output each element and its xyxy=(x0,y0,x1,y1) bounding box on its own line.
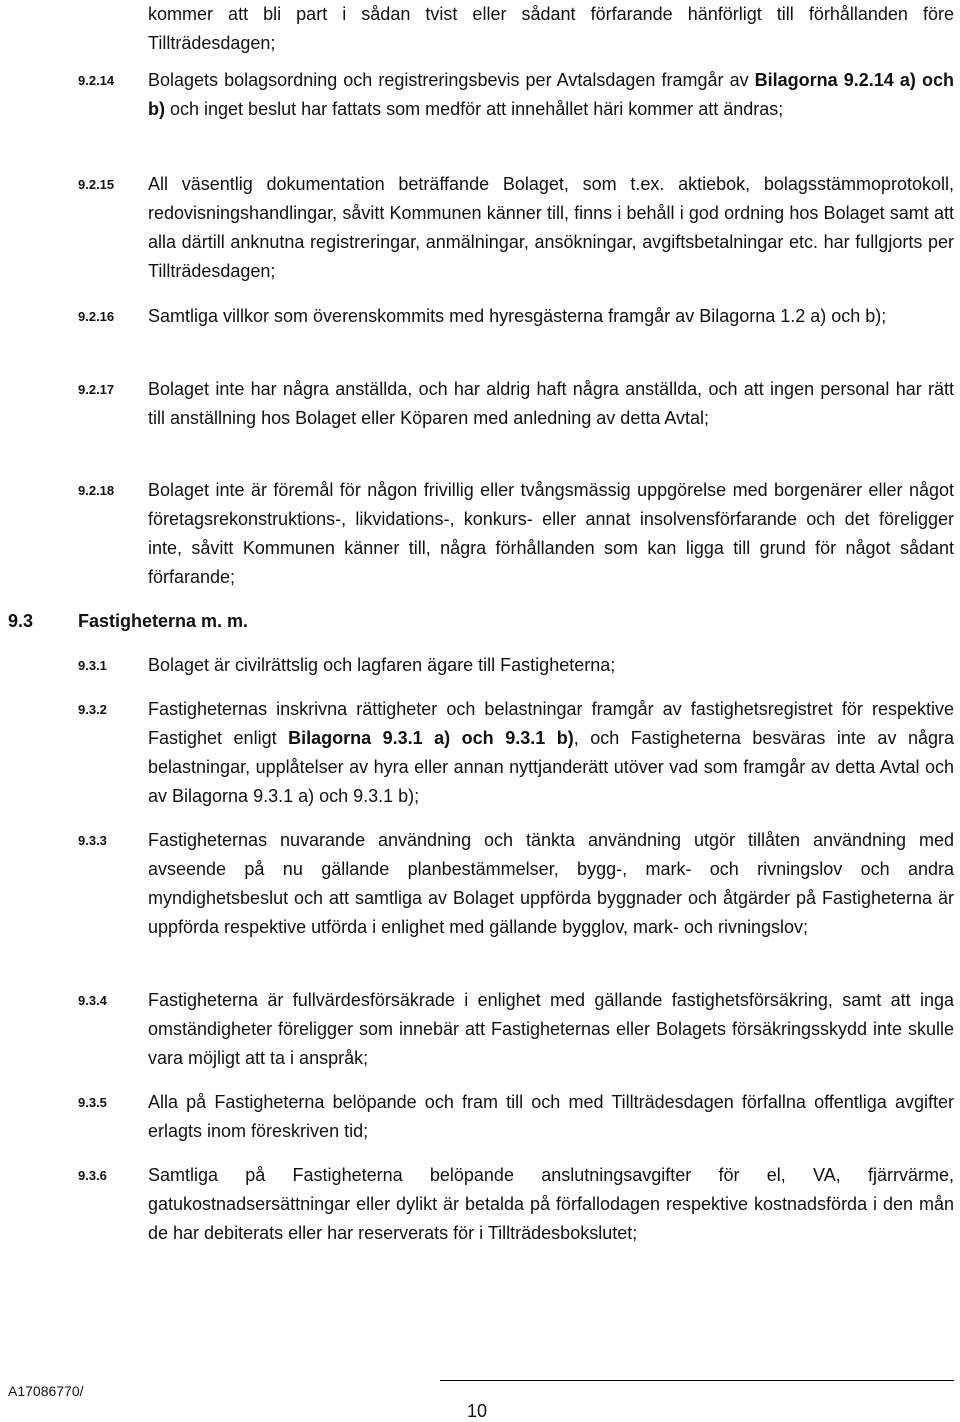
clause-9-3-5 xyxy=(78,1088,954,1146)
text-run: och inget beslut har fattats som medför att innehållet häri kommer att ändras; xyxy=(165,99,784,119)
continuation-paragraph xyxy=(78,0,954,58)
clause-9-3-1 xyxy=(78,651,954,680)
text-run: Samtliga villkor som överenskommits med hyresgästerna framgår av Bilagorna 1.2 a) och b); xyxy=(148,306,887,326)
text-run: Fastigheternas inskrivna rättigheter och belastningar framgår av fastighetsregistret för respektive Fastighet enligt xyxy=(148,699,954,748)
clause-text xyxy=(148,695,954,811)
text-run: Bolaget inte är föremål för någon frivillig eller tvångsmässig uppgörelse med borgenärer eller något företagsrekonstruktions-, likvidations-, konkurs- eller annat insolvensförfarande och det föreligger inte, såvitt Kommunen känner till, några förhållanden som kan ligga till grund för något sådant förfarande; xyxy=(148,480,954,587)
footer-rule xyxy=(440,1380,954,1381)
clause-text xyxy=(148,651,954,680)
document-reference: A17086770/ xyxy=(8,1383,84,1399)
clause-9-2-17 xyxy=(78,375,954,433)
clause-text xyxy=(148,1161,954,1248)
section-title: Fastigheterna m. m. xyxy=(78,611,249,631)
clause-9-3-3 xyxy=(78,826,954,942)
clause-text xyxy=(148,826,954,942)
bold-reference: Bilagorna 9.2.14 a) och b) xyxy=(148,70,954,119)
clause-number: 9.2.14 xyxy=(78,73,115,88)
bold-reference: Bilagorna 9.3.1 a) och 9.3.1 b) xyxy=(288,728,574,748)
clause-text xyxy=(148,170,954,286)
clause-text xyxy=(148,1088,954,1146)
clause-text xyxy=(148,302,954,331)
clause-text xyxy=(148,375,954,433)
text-run: Bolaget inte har några anställda, och har aldrig haft några anställda, och att ingen personal har rätt till anställning hos Bolaget eller Köparen med anledning av detta Avtal; xyxy=(148,379,954,428)
text-run: All väsentlig dokumentation beträffande Bolaget, som t.ex. aktiebok, bolagsstämmoprotokoll, redovisningshandlingar, såvitt Kommunen känner till, finns i behåll i god ordning hos Bolaget samt att alla därtill anknutna registreringar, anmälningar, ansökningar, avgiftsbetalningar etc. har fullgjorts per Tillträdesdagen; xyxy=(148,174,954,281)
clause-number: 9.2.16 xyxy=(78,309,115,324)
section-heading xyxy=(8,607,248,636)
clause-number: 9.2.17 xyxy=(78,382,115,397)
clause-9-3-6 xyxy=(78,1161,954,1248)
clause-9-3-2 xyxy=(78,695,954,811)
text-run: Alla på Fastigheterna belöpande och fram till och med Tillträdesdagen förfallna offentliga avgifter erlagts inom föreskriven tid; xyxy=(148,1092,954,1141)
clause-number: 9.3.6 xyxy=(78,1168,107,1183)
clause-number: 9.3.5 xyxy=(78,1095,107,1110)
clause-9-2-14 xyxy=(78,66,954,124)
text-run: Bolagets bolagsordning och registreringsbevis per Avtalsdagen framgår av xyxy=(148,70,755,90)
clause-9-2-18 xyxy=(78,476,954,592)
clause-number: 9.2.18 xyxy=(78,483,115,498)
clause-number: 9.3.3 xyxy=(78,833,107,848)
text-run: , och Fastigheterna besväras inte av några belastningar, upplåtelser av hyra eller annan nyttjanderätt utöver vad som framgår av detta Avtal och av Bilagorna 9.3.1 a) och 9.3.1 b); xyxy=(148,728,954,806)
text-run: Fastigheterna är fullvärdesförsäkrade i enlighet med gällande fastighetsförsäkring, samt att inga omständigheter föreligger som innebär att Fastigheternas eller Bolagets försäkringsskydd inte skulle vara möjligt att ta i anspråk; xyxy=(148,990,954,1068)
clause-number: 9.3.2 xyxy=(78,702,107,717)
text-run: Bolaget är civilrättslig och lagfaren ägare till Fastigheterna; xyxy=(148,655,616,675)
clause-9-3-4 xyxy=(78,986,954,1073)
text-run: Fastigheternas nuvarande användning och tänkta användning utgör tillåten användning med avseende på nu gällande planbestämmelser, bygg-, mark- och rivningslov och andra myndighetsbeslut och att samtliga av Bolaget uppförda byggnader och åtgärder på Fastigheterna är uppförda respektive utförda i enlighet med gällande bygglov, mark- och rivningslov; xyxy=(148,830,954,937)
clause-text xyxy=(148,66,954,124)
clause-9-2-15 xyxy=(78,170,954,286)
clause-9-2-16 xyxy=(78,302,954,331)
clause-number: 9.3.4 xyxy=(78,993,107,1008)
page-number: 10 xyxy=(467,1401,488,1421)
clause-number: 9.3.1 xyxy=(78,658,107,673)
clause-number: 9.2.15 xyxy=(78,177,115,192)
paragraph-body: kommer att bli part i sådan tvist eller sådant förfarande hänförligt till förhållanden före Tillträdesdagen; xyxy=(148,4,954,53)
clause-text xyxy=(148,986,954,1073)
section-number: 9.3 xyxy=(8,611,34,631)
clause-text xyxy=(148,476,954,592)
text-run: Samtliga på Fastigheterna belöpande anslutningsavgifter för el, VA, fjärrvärme, gatukostnadsersättningar eller dylikt är betalda på förfallodagen respektive kostnadsförda i den mån de har debiterats eller har reserverats för i Tillträdesbokslutet; xyxy=(148,1165,954,1243)
